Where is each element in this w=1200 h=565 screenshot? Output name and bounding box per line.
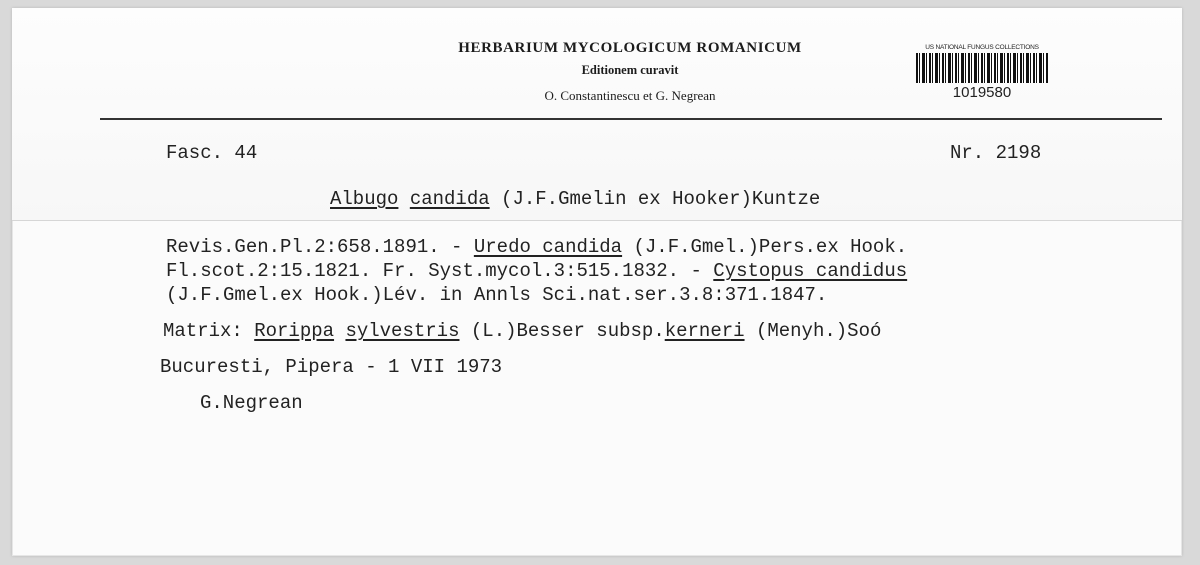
species-genus: Albugo — [330, 188, 399, 210]
exsiccata-number: Nr. 2198 — [950, 142, 1042, 164]
reference-text: (J.F.Gmel.)Pers.ex Hook. — [622, 236, 908, 258]
locality-date: Bucuresti, Pipera - 1 VII 1973 — [160, 356, 503, 378]
synonym-name: Uredo candida — [473, 236, 623, 258]
herbarium-editors: O. Constantinescu et G. Negrean — [544, 88, 716, 103]
host-genus: Rorippa — [254, 320, 335, 342]
host-subspecies-authority: (Menyh.)Soó — [744, 320, 882, 342]
species-name — [330, 188, 820, 210]
barcode-caption: US NATIONAL FUNGUS COLLECTIONS — [925, 44, 1039, 51]
host-authority: (L.)Besser subsp. — [459, 320, 665, 342]
species-epithet: candida — [409, 188, 490, 210]
matrix-line — [163, 320, 881, 342]
barcode-block — [912, 44, 1052, 101]
species-authority: (J.F.Gmelin ex Hooker)Kuntze — [489, 188, 821, 210]
header-divider — [100, 118, 1162, 120]
reference-line-1 — [166, 236, 907, 258]
label-header — [400, 40, 860, 104]
herbarium-subtitle: Editionem curavit — [581, 63, 679, 77]
host-epithet: sylvestris — [345, 320, 460, 342]
matrix-label: Matrix: — [163, 320, 255, 342]
synonym-name: Cystopus candidus — [713, 260, 908, 282]
reference-text: Revis.Gen.Pl.2:658.1891. - — [166, 236, 474, 258]
host-subspecies: kerneri — [664, 320, 745, 342]
reference-line-3: (J.F.Gmel.ex Hook.)Lév. in Annls Sci.nat.ser.3.8:371.1847. — [166, 284, 828, 306]
collector-name: G.Negrean — [200, 392, 303, 414]
fascicle-number: Fasc. 44 — [166, 142, 258, 164]
reference-text: Fl.scot.2:15.1821. Fr. Syst.mycol.3:515.1832. - — [166, 260, 714, 282]
barcode-number: 1019580 — [952, 84, 1012, 101]
herbarium-title: HERBARIUM MYCOLOGICUM ROMANICUM — [458, 40, 802, 56]
reference-line-2 — [166, 260, 907, 282]
barcode-icon — [916, 53, 1048, 83]
